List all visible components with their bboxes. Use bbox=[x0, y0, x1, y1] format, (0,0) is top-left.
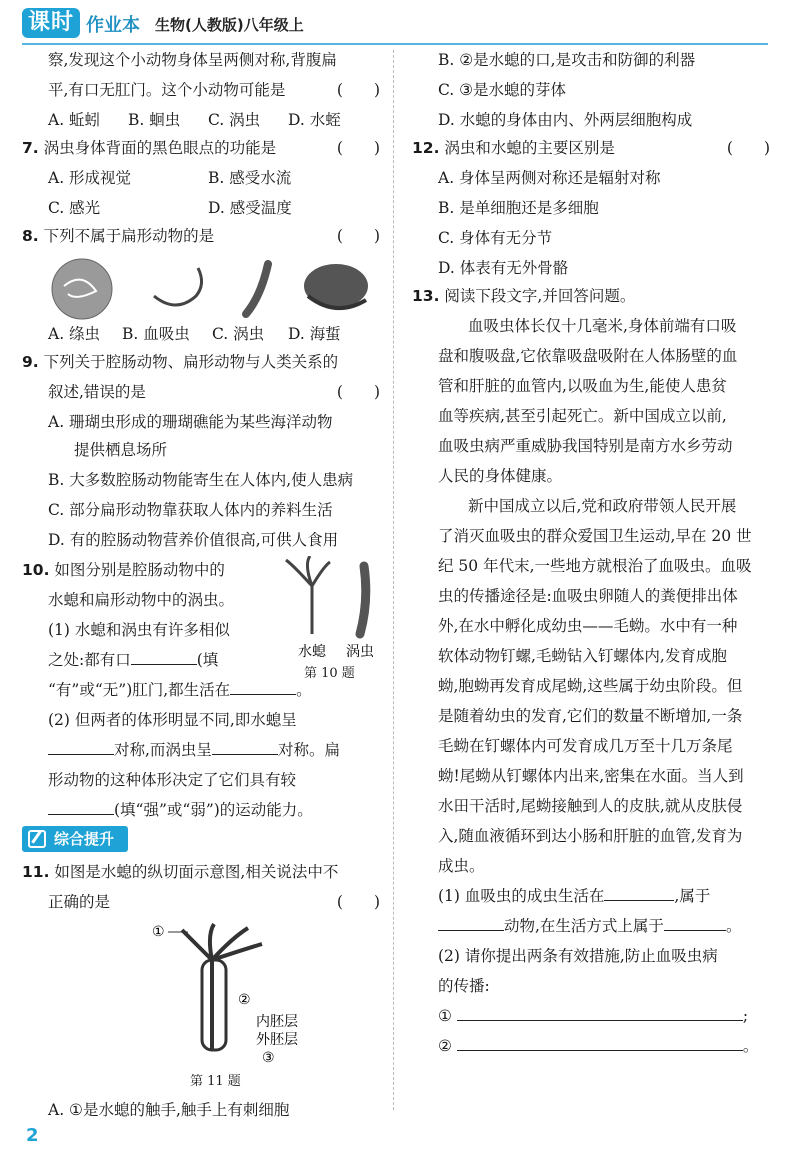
passage-line: 虫的传播途径是:血吸虫卵随人的粪便排出体 bbox=[438, 587, 738, 605]
q11-figure bbox=[152, 920, 322, 1070]
passage-line: 血等疾病,甚至引起死亡。新中国成立以前, bbox=[438, 407, 727, 425]
q10-p2-line1: (2) 但两者的体形明显不同,即水螅呈 bbox=[48, 711, 297, 729]
q13-answer-2: ② 。 bbox=[438, 1032, 758, 1060]
passage-line: 入,随血液循环到达小肠和肝脏的血管,发育为 bbox=[438, 827, 743, 845]
passage-line: 血吸虫病严重威胁我国特别是南方水乡劳动 bbox=[438, 437, 733, 455]
q12-option-d[interactable]: D. 体表有无外骨骼 bbox=[438, 259, 569, 277]
q6-option-d[interactable]: D. 水蛭 bbox=[288, 111, 341, 129]
planarian-image bbox=[246, 264, 268, 314]
q7-option-c[interactable]: C. 感光 bbox=[48, 199, 101, 217]
q9-option-a-cont: 提供栖息场所 bbox=[74, 441, 168, 459]
passage-line: 成虫。 bbox=[438, 857, 485, 875]
passage-line: 蚴,胞蚴再发育成尾蚴,这些属于幼虫阶段。但 bbox=[438, 677, 743, 695]
answer-paren: ( ) bbox=[336, 81, 380, 99]
q13-p2-line1: (2) 请你提出两条有效措施,防止血吸虫病 bbox=[438, 947, 718, 965]
answer-input[interactable] bbox=[457, 1002, 743, 1021]
q13-stem: 13. 阅读下段文字,并回答问题。 bbox=[412, 287, 636, 305]
series-title: 作业本 bbox=[86, 15, 140, 36]
answer-paren: ( ) bbox=[336, 383, 380, 401]
answer-paren: ( ) bbox=[726, 139, 770, 157]
q11-stem-1: 11. 如图是水螅的纵切面示意图,相关说法中不 bbox=[22, 863, 339, 881]
fig-label-endoderm: 内胚层 bbox=[256, 1014, 298, 1030]
q11-option-a[interactable]: A. ①是水螅的触手,触手上有刺细胞 bbox=[48, 1101, 290, 1119]
q6-option-c[interactable]: C. 涡虫 bbox=[208, 111, 261, 129]
q10-p2-line3: 形动物的这种体形决定了它们具有较 bbox=[48, 771, 297, 789]
passage-line: 蚴!尾蚴从钉螺体内出来,密集在水面。当人到 bbox=[438, 767, 744, 785]
q9-option-c[interactable]: C. 部分扁形动物靠获取人体内的养料生活 bbox=[48, 501, 333, 519]
q8-option-c[interactable]: C. 涡虫 bbox=[212, 325, 265, 343]
q7-option-b[interactable]: B. 感受水流 bbox=[208, 169, 292, 187]
answer-paren: ( ) bbox=[336, 139, 380, 157]
passage-line: 血吸虫体长仅十几毫米,身体前端有口吸 bbox=[468, 317, 737, 335]
q11-option-b[interactable]: B. ②是水螅的口,是攻击和防御的利器 bbox=[438, 51, 696, 69]
q12-stem: 12. 涡虫和水螅的主要区别是 ( ) bbox=[412, 134, 770, 162]
q13-p2-line2: 的传播: bbox=[438, 977, 490, 995]
q8-stem: 8. 下列不属于扁形动物的是 ( ) bbox=[22, 222, 380, 250]
fig-label-3: ③ bbox=[262, 1050, 275, 1066]
q9-option-b[interactable]: B. 大多数腔肠动物能寄生在人体内,使人患病 bbox=[48, 471, 354, 489]
q11-stem-2: 正确的是 ( ) bbox=[48, 888, 380, 916]
blood-fluke-image bbox=[154, 268, 202, 305]
blank-input[interactable] bbox=[230, 676, 296, 695]
header-rule bbox=[22, 43, 768, 45]
page-number: 2 bbox=[26, 1125, 39, 1146]
hydra-image bbox=[286, 556, 330, 634]
q13-p1-line1: (1) 血吸虫的成虫生活在 ,属于 bbox=[438, 882, 710, 910]
q11-option-d[interactable]: D. 水螅的身体由内、外两层细胞构成 bbox=[438, 111, 693, 129]
q10-p1-line2: 之处:都有口 (填 bbox=[48, 646, 218, 674]
section-heading: 综合提升 bbox=[22, 826, 128, 852]
q6-option-b[interactable]: B. 蛔虫 bbox=[128, 111, 181, 129]
passage-line: 盘和腹吸盘,它依靠吸盘吸附在人体肠壁的血 bbox=[438, 347, 738, 365]
passage-line: 毛蚴在钉螺体内可发育成几万至十几万条尾 bbox=[438, 737, 733, 755]
fig-label-1: ① bbox=[152, 924, 165, 940]
answer-paren: ( ) bbox=[336, 893, 380, 911]
q11-figure-caption: 第 11 题 bbox=[190, 1074, 241, 1089]
q13-answer-1: ① ; bbox=[438, 1002, 748, 1030]
q6-line-2: 平,有口无肛门。这个小动物可能是 ( ) bbox=[48, 76, 380, 104]
blank-input[interactable] bbox=[212, 736, 278, 755]
blank-input[interactable] bbox=[604, 882, 674, 901]
column-divider bbox=[393, 50, 394, 1110]
fig-label-2: ② bbox=[238, 992, 251, 1008]
q9-option-d[interactable]: D. 有的腔肠动物营养价值很高,可供人食用 bbox=[48, 531, 339, 549]
passage-line: 是随着幼虫的发育,它们的数量不断增加,一条 bbox=[438, 707, 743, 725]
q10-p2-line2: 对称,而涡虫呈 对称。扁 bbox=[48, 736, 340, 764]
answer-input[interactable] bbox=[457, 1032, 743, 1051]
q10-figure bbox=[274, 556, 380, 666]
subject-title: 生物(人教版)八年级上 bbox=[155, 16, 304, 34]
passage-line: 了消灭血吸虫的群众爱国卫生运动,早在 20 世 bbox=[438, 527, 752, 545]
q7-stem: 7. 涡虫身体背面的黑色眼点的功能是 ( ) bbox=[22, 134, 380, 162]
q8-option-b[interactable]: B. 血吸虫 bbox=[122, 325, 190, 343]
q9-stem-2: 叙述,错误的是 ( ) bbox=[48, 378, 380, 406]
blank-input[interactable] bbox=[664, 912, 726, 931]
q7-option-a[interactable]: A. 形成视觉 bbox=[48, 169, 132, 187]
planarian-image bbox=[360, 566, 366, 634]
q6-line-1: 察,发现这个小动物身体呈两侧对称,背腹扁 bbox=[48, 51, 337, 69]
q10-figure-caption: 第 10 题 bbox=[304, 666, 355, 681]
planarian-label: 涡虫 bbox=[346, 644, 374, 660]
q10-p1-line3: “有”或“无”)肛门,都生活在 。 bbox=[48, 676, 312, 704]
q11-option-c[interactable]: C. ③是水螅的芽体 bbox=[438, 81, 567, 99]
q8-figure bbox=[46, 256, 386, 322]
fig-label-ectoderm: 外胚层 bbox=[256, 1032, 298, 1048]
q12-option-b[interactable]: B. 是单细胞还是多细胞 bbox=[438, 199, 599, 217]
q10-p2-line4: (填“强”或“弱”)的运动能力。 bbox=[48, 796, 313, 824]
pencil-icon bbox=[28, 830, 46, 848]
q8-option-a[interactable]: A. 绦虫 bbox=[48, 325, 101, 343]
passage-line: 新中国成立以后,党和政府带领人民开展 bbox=[468, 497, 737, 515]
q10-stem-1: 10. 如图分别是腔肠动物中的 bbox=[22, 561, 225, 579]
blank-input[interactable] bbox=[131, 646, 197, 665]
brand-logo: 课时 bbox=[22, 8, 80, 38]
q12-option-c[interactable]: C. 身体有无分节 bbox=[438, 229, 553, 247]
hydra-section-image bbox=[182, 924, 262, 1050]
passage-line: 人民的身体健康。 bbox=[438, 467, 563, 485]
passage-line: 外,在水中孵化成幼虫——毛蚴。水中有一种 bbox=[438, 617, 738, 635]
blank-input[interactable] bbox=[438, 912, 504, 931]
q9-stem-1: 9. 下列关于腔肠动物、扁形动物与人类关系的 bbox=[22, 353, 339, 371]
blank-input[interactable] bbox=[48, 736, 114, 755]
q12-option-a[interactable]: A. 身体呈两侧对称还是辐射对称 bbox=[438, 169, 661, 187]
passage-line: 软体动物钉螺,毛蚴钻入钉螺体内,发育成胞 bbox=[438, 647, 727, 665]
q9-option-a[interactable]: A. 珊瑚虫形成的珊瑚礁能为某些海洋动物 bbox=[48, 413, 333, 431]
q8-options bbox=[48, 320, 380, 348]
passage-line: 水田干活时,尾蚴接触到人的皮肤,就从皮肤侵 bbox=[438, 797, 743, 815]
passage-line: 管和肝脏的血管内,以吸血为生,能使人患贫 bbox=[438, 377, 727, 395]
q10-p1-line1: (1) 水螅和涡虫有许多相似 bbox=[48, 621, 230, 639]
q6-option-a[interactable]: A. 蚯蚓 bbox=[48, 111, 101, 129]
q13-p1-line2: 动物,在生活方式上属于 。 bbox=[438, 912, 741, 940]
q10-stem-2: 水螅和扁形动物中的涡虫。 bbox=[48, 591, 235, 609]
page-header bbox=[0, 0, 790, 46]
hydra-label: 水螅 bbox=[298, 644, 326, 660]
q6-options bbox=[48, 106, 380, 134]
blank-input[interactable] bbox=[48, 796, 114, 815]
answer-paren: ( ) bbox=[336, 227, 380, 245]
tapeworm-image bbox=[52, 259, 112, 319]
q8-option-d[interactable]: D. 海蜇 bbox=[288, 325, 341, 343]
q7-option-d[interactable]: D. 感受温度 bbox=[208, 199, 292, 217]
passage-line: 纪 50 年代末,一些地方就根治了血吸虫。血吸 bbox=[438, 557, 752, 575]
